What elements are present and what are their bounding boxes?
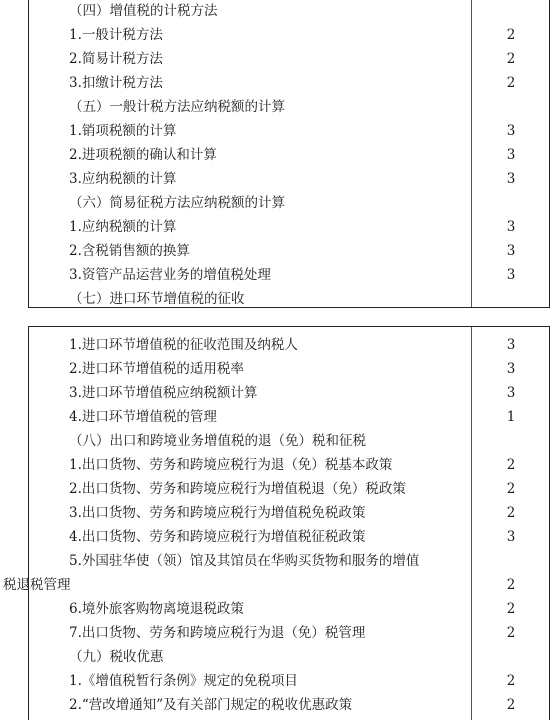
row-hours: 2 bbox=[506, 505, 516, 521]
table-row bbox=[29, 477, 549, 501]
row-hours: 2 bbox=[506, 601, 516, 617]
row-text: （四）增值税的计税方法 bbox=[69, 3, 218, 19]
row-text: 3.扣缴计税方法 bbox=[69, 75, 163, 91]
table-row bbox=[29, 95, 549, 119]
row-hours: 3 bbox=[506, 123, 516, 139]
table-row bbox=[29, 453, 549, 477]
row-hours: 2 bbox=[506, 673, 516, 689]
row-hours: 3 bbox=[506, 219, 516, 235]
row-hours: 2 bbox=[506, 625, 516, 641]
row-text: 3.出口货物、劳务和跨境应税行为增值税免税政策 bbox=[69, 505, 366, 521]
table-row bbox=[29, 501, 549, 525]
row-text: 4.进口环节增值税的管理 bbox=[69, 409, 217, 425]
row-hours: 3 bbox=[506, 529, 516, 545]
row-hours: 1 bbox=[506, 409, 516, 425]
row-hours: 3 bbox=[506, 337, 516, 353]
table-row bbox=[29, 429, 549, 453]
row-hours: 2 bbox=[506, 27, 516, 43]
table-row bbox=[29, 357, 549, 381]
row-text: 7.出口货物、劳务和跨境应税行为退（免）税管理 bbox=[69, 625, 366, 641]
row-hours: 2 bbox=[506, 481, 516, 497]
row-text: 2.简易计税方法 bbox=[69, 51, 163, 67]
row-text: 1.《增值税暂行条例》规定的免税项目 bbox=[69, 673, 298, 689]
row-text: 3.资管产品运营业务的增值税处理 bbox=[69, 267, 271, 283]
row-text: 2.“营改增通知”及有关部门规定的税收优惠政策 bbox=[69, 697, 353, 713]
row-text: 2.进口环节增值税的适用税率 bbox=[69, 361, 244, 377]
table-row bbox=[29, 167, 549, 191]
table-row bbox=[29, 597, 549, 621]
table-row bbox=[29, 215, 549, 239]
row-hours: 2 bbox=[506, 697, 516, 713]
table-row bbox=[29, 191, 549, 215]
table-row bbox=[29, 119, 549, 143]
row-text: 6.境外旅客购物离境退税政策 bbox=[69, 601, 244, 617]
row-text: 2.含税销售额的换算 bbox=[69, 243, 190, 259]
table-row bbox=[29, 381, 549, 405]
row-text: 2.进项税额的确认和计算 bbox=[69, 147, 217, 163]
table-row bbox=[29, 333, 549, 357]
row-text: （五）一般计税方法应纳税额的计算 bbox=[69, 99, 285, 115]
table-row-wrapped bbox=[3, 549, 549, 597]
row-text: 1.销项税额的计算 bbox=[69, 123, 177, 139]
table-block-2 bbox=[3, 326, 550, 720]
table-row bbox=[29, 23, 549, 47]
row-hours: 3 bbox=[506, 147, 516, 163]
row-hours: 2 bbox=[506, 51, 516, 67]
table-row bbox=[29, 405, 549, 429]
row-hours: 2 bbox=[506, 577, 516, 593]
row-text: （八）出口和跨境业务增值税的退（免）税和征税 bbox=[69, 433, 366, 449]
table-row bbox=[29, 621, 549, 645]
table-row bbox=[29, 0, 549, 23]
row-text-line1: 5.外国驻华使（领）馆及其馆员在华购买货物和服务的增值 bbox=[69, 553, 420, 569]
table-row bbox=[29, 143, 549, 167]
table-row bbox=[29, 645, 549, 669]
row-hours: 2 bbox=[506, 457, 516, 473]
table-row bbox=[29, 525, 549, 549]
table-row bbox=[29, 693, 549, 717]
row-text: （七）进口环节增值税的征收 bbox=[69, 291, 245, 307]
row-text: 1.一般计税方法 bbox=[69, 27, 163, 43]
row-hours: 2 bbox=[506, 75, 516, 91]
row-text-line2: 税退税管理 bbox=[3, 577, 71, 593]
row-text: 2.出口货物、劳务和跨境应税行为增值税退（免）税政策 bbox=[69, 481, 406, 497]
row-text: 4.出口货物、劳务和跨境应税行为增值税征税政策 bbox=[69, 529, 366, 545]
row-hours: 3 bbox=[506, 385, 516, 401]
row-text: 1.进口环节增值税的征收范围及纳税人 bbox=[69, 337, 298, 353]
row-hours: 3 bbox=[506, 171, 516, 187]
table-row bbox=[29, 669, 549, 693]
table-row bbox=[29, 239, 549, 263]
table-row bbox=[29, 287, 549, 311]
row-text: 1.出口货物、劳务和跨境应税行为退（免）税基本政策 bbox=[69, 457, 393, 473]
row-hours: 3 bbox=[506, 267, 516, 283]
row-text: （六）简易征税方法应纳税额的计算 bbox=[69, 195, 285, 211]
row-text: （九）税收优惠 bbox=[69, 649, 164, 665]
table-block-1 bbox=[28, 0, 550, 308]
row-hours: 3 bbox=[506, 361, 516, 377]
row-text: 1.应纳税额的计算 bbox=[69, 219, 177, 235]
table-row bbox=[29, 71, 549, 95]
table-row bbox=[29, 263, 549, 287]
row-text: 3.应纳税额的计算 bbox=[69, 171, 177, 187]
row-hours: 3 bbox=[506, 243, 516, 259]
table-row bbox=[29, 47, 549, 71]
row-text: 3.进口环节增值税应纳税额计算 bbox=[69, 385, 258, 401]
